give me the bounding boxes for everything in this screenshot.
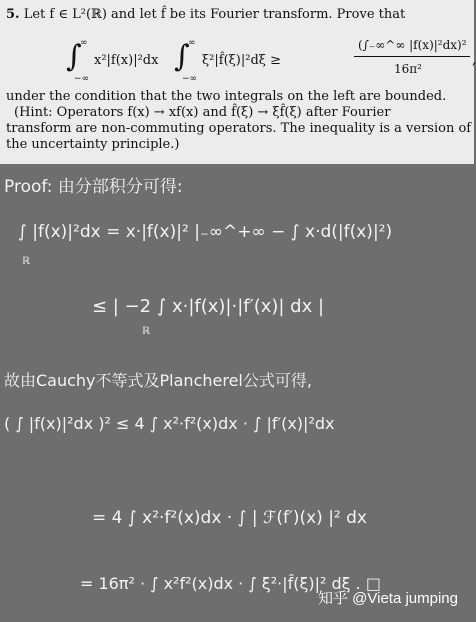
step-2-domain: ℝ [142, 326, 150, 337]
step-1-domain: ℝ [22, 256, 30, 267]
problem-line-1 [6, 6, 405, 24]
integral-sign-2: ∫ [174, 39, 190, 74]
watermark: 知乎 @Vieta jumping [317, 590, 458, 607]
cauchy-label: 故由Cauchy不等式及Plancherel公式可得, [4, 371, 312, 390]
hint-line-1: (Hint: Operators f(x) → xf(x) and f̂(ξ) → ξf̂(ξ) after Fourier [14, 105, 391, 120]
integral-2-lower: −∞ [182, 74, 198, 84]
problem-intro: Let f ∈ L²(ℝ) and let f̂ be its Fourier transform. Prove that [23, 7, 406, 22]
integral-1-upper: ∞ [80, 38, 88, 48]
problem-line-2: under the condition that the two integrals on the left are bounded. [6, 89, 447, 104]
fraction-denominator: 16π² [394, 62, 422, 76]
hint-line-3: the uncertainty principle.) [6, 137, 180, 152]
proof-step-5: = 16π² · ∫ x²f²(x)dx · ∫ ξ²·|f̂(ξ)|² dξ . □ [80, 574, 381, 593]
integrand-1: x²|f(x)|²dx [94, 53, 159, 68]
integrand-2: ξ²|f̂(ξ)|²dξ ≥ [202, 53, 281, 68]
proof-step-1: ∫ |f(x)|²dx = x·|f(x)|² |₋∞^+∞ − ∫ x·d(|f(x)|²) [18, 222, 393, 242]
proof-label: Proof: 由分部积分可得: [4, 177, 183, 197]
fraction-bar [354, 56, 470, 57]
integral-2-upper: ∞ [188, 38, 196, 48]
proof-step-4: = 4 ∫ x²·f²(x)dx · ∫ | ℱ(f′)(x) |² dx [92, 508, 367, 528]
fraction-numerator: (∫₋∞^∞ |f(x)|²dx)² [358, 38, 467, 52]
inequality-equation [58, 32, 476, 86]
proof-step-3: ( ∫ |f(x)|²dx )² ≤ 4 ∫ x²·f²(x)dx · ∫ |f′(x)|²dx [4, 414, 335, 433]
hint-line-2: transform are non-commuting operators. The inequality is a version of [6, 121, 472, 136]
integral-1-lower: −∞ [74, 74, 90, 84]
proof-step-2: ≤ | −2 ∫ x·|f(x)|·|f′(x)| dx | [92, 296, 325, 317]
equation-comma: , [472, 53, 476, 68]
problem-number: 5. [6, 7, 20, 22]
problem-statement [0, 0, 474, 164]
integral-sign-1: ∫ [66, 39, 82, 74]
